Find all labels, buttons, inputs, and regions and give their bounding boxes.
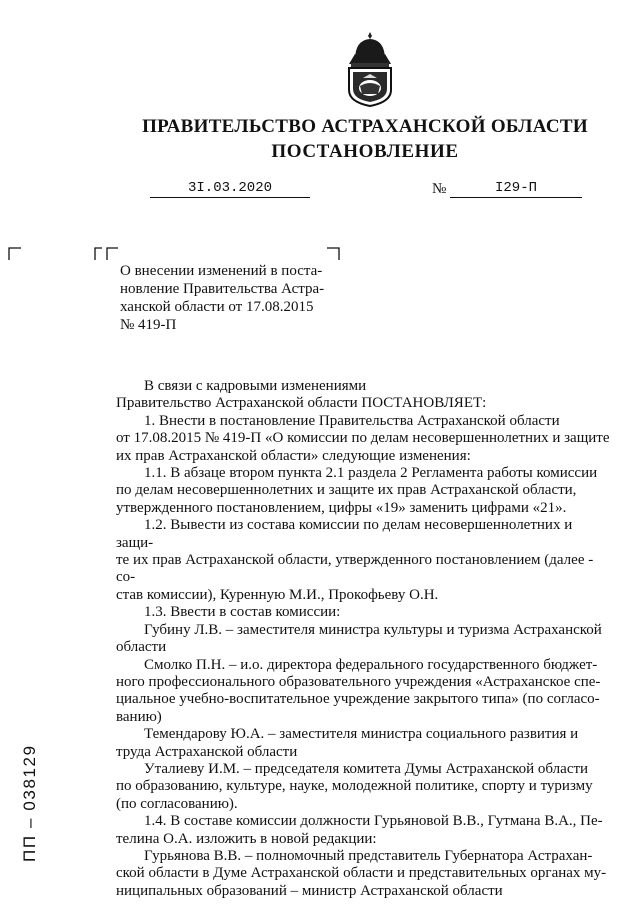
document-body xyxy=(116,378,610,900)
clause-1: 1. Внести в постановление Правительства Астраханской области от 17.08.2015 № 419-П «О комиссии по делам несовершеннолетних и защите их прав Астраханской области» следующие изменения: xyxy=(116,412,610,464)
member-entry: Смолко П.Н. – и.о. директора федерального государственного бюджет- ного профессионального образовательного учреждения «Астраханское спе- циальное учебно-воспитательное учреждение закрытого типа» (по согласо- ванию) xyxy=(116,656,601,725)
document-type: ПОСТАНОВЛЕНИЕ xyxy=(271,141,459,162)
member-entry: Уталиеву И.М. – председателя комитета Думы Астраханской области по образованию, культуре, науке, молодежной политике, спорту и туризму (по согласованию). xyxy=(116,760,593,812)
clause-1-1: 1.1. В абзаце втором пункта 2.1 раздела 2 Регламента работы комиссии по делам несовершеннолетних и защите их прав Астраханской области, утвержденного постановлением, цифры «19» заменить цифрами «21». xyxy=(116,465,598,516)
clause-1-2: 1.2. Вывести из состава комиссии по делам несовершеннолетних и защи- те их прав Астраханской области, утвержденного постановлением (далее - со- став комиссии), Куренную М.И., Прокофьеву О.Н. xyxy=(116,517,594,603)
corner-mark-icon xyxy=(94,247,120,261)
form-serial-number: ПП – 038129 xyxy=(20,744,39,862)
document-number: I29-П xyxy=(450,180,582,198)
document-subject: О внесении изменений в поста- новление Правительства Астра- ханской области от 17.08.2015 № 419-П xyxy=(120,263,325,333)
clause-1-4: 1.4. В составе комиссии должности Гурьяновой В.В., Гутмана В.А., Пе- телина О.А. изложить в новой редакции: xyxy=(116,813,603,847)
astrakhan-coat-of-arms-icon xyxy=(341,30,399,108)
organization-title: ПРАВИТЕЛЬСТВО АСТРАХАНСКОЙ ОБЛАСТИ xyxy=(142,116,588,137)
member-entry: Темендарову Ю.А. – заместителя министра социального развития и труда Астраханской области xyxy=(116,726,579,760)
member-entry: Гурьянова В.В. – полномочный представитель Губернатора Астрахан- ской области в Думе Астраханской области и представительных органах му- ниципальных образований – министр Астраханской области xyxy=(116,847,607,899)
preamble: В связи с кадровыми изменениями xyxy=(144,378,367,394)
preamble-decree: Правительство Астраханской области ПОСТАНОВЛЯЕТ: xyxy=(116,395,487,412)
clause-1-3: 1.3. Ввести в состав комиссии: xyxy=(144,604,341,621)
member-entry: Губину Л.В. – заместителя министра культуры и туризма Астраханской области xyxy=(116,621,602,656)
document-date: 3I.03.2020 xyxy=(150,180,310,198)
corner-mark-icon xyxy=(326,247,340,261)
corner-mark-icon xyxy=(8,247,22,261)
number-sign: № xyxy=(432,181,447,197)
